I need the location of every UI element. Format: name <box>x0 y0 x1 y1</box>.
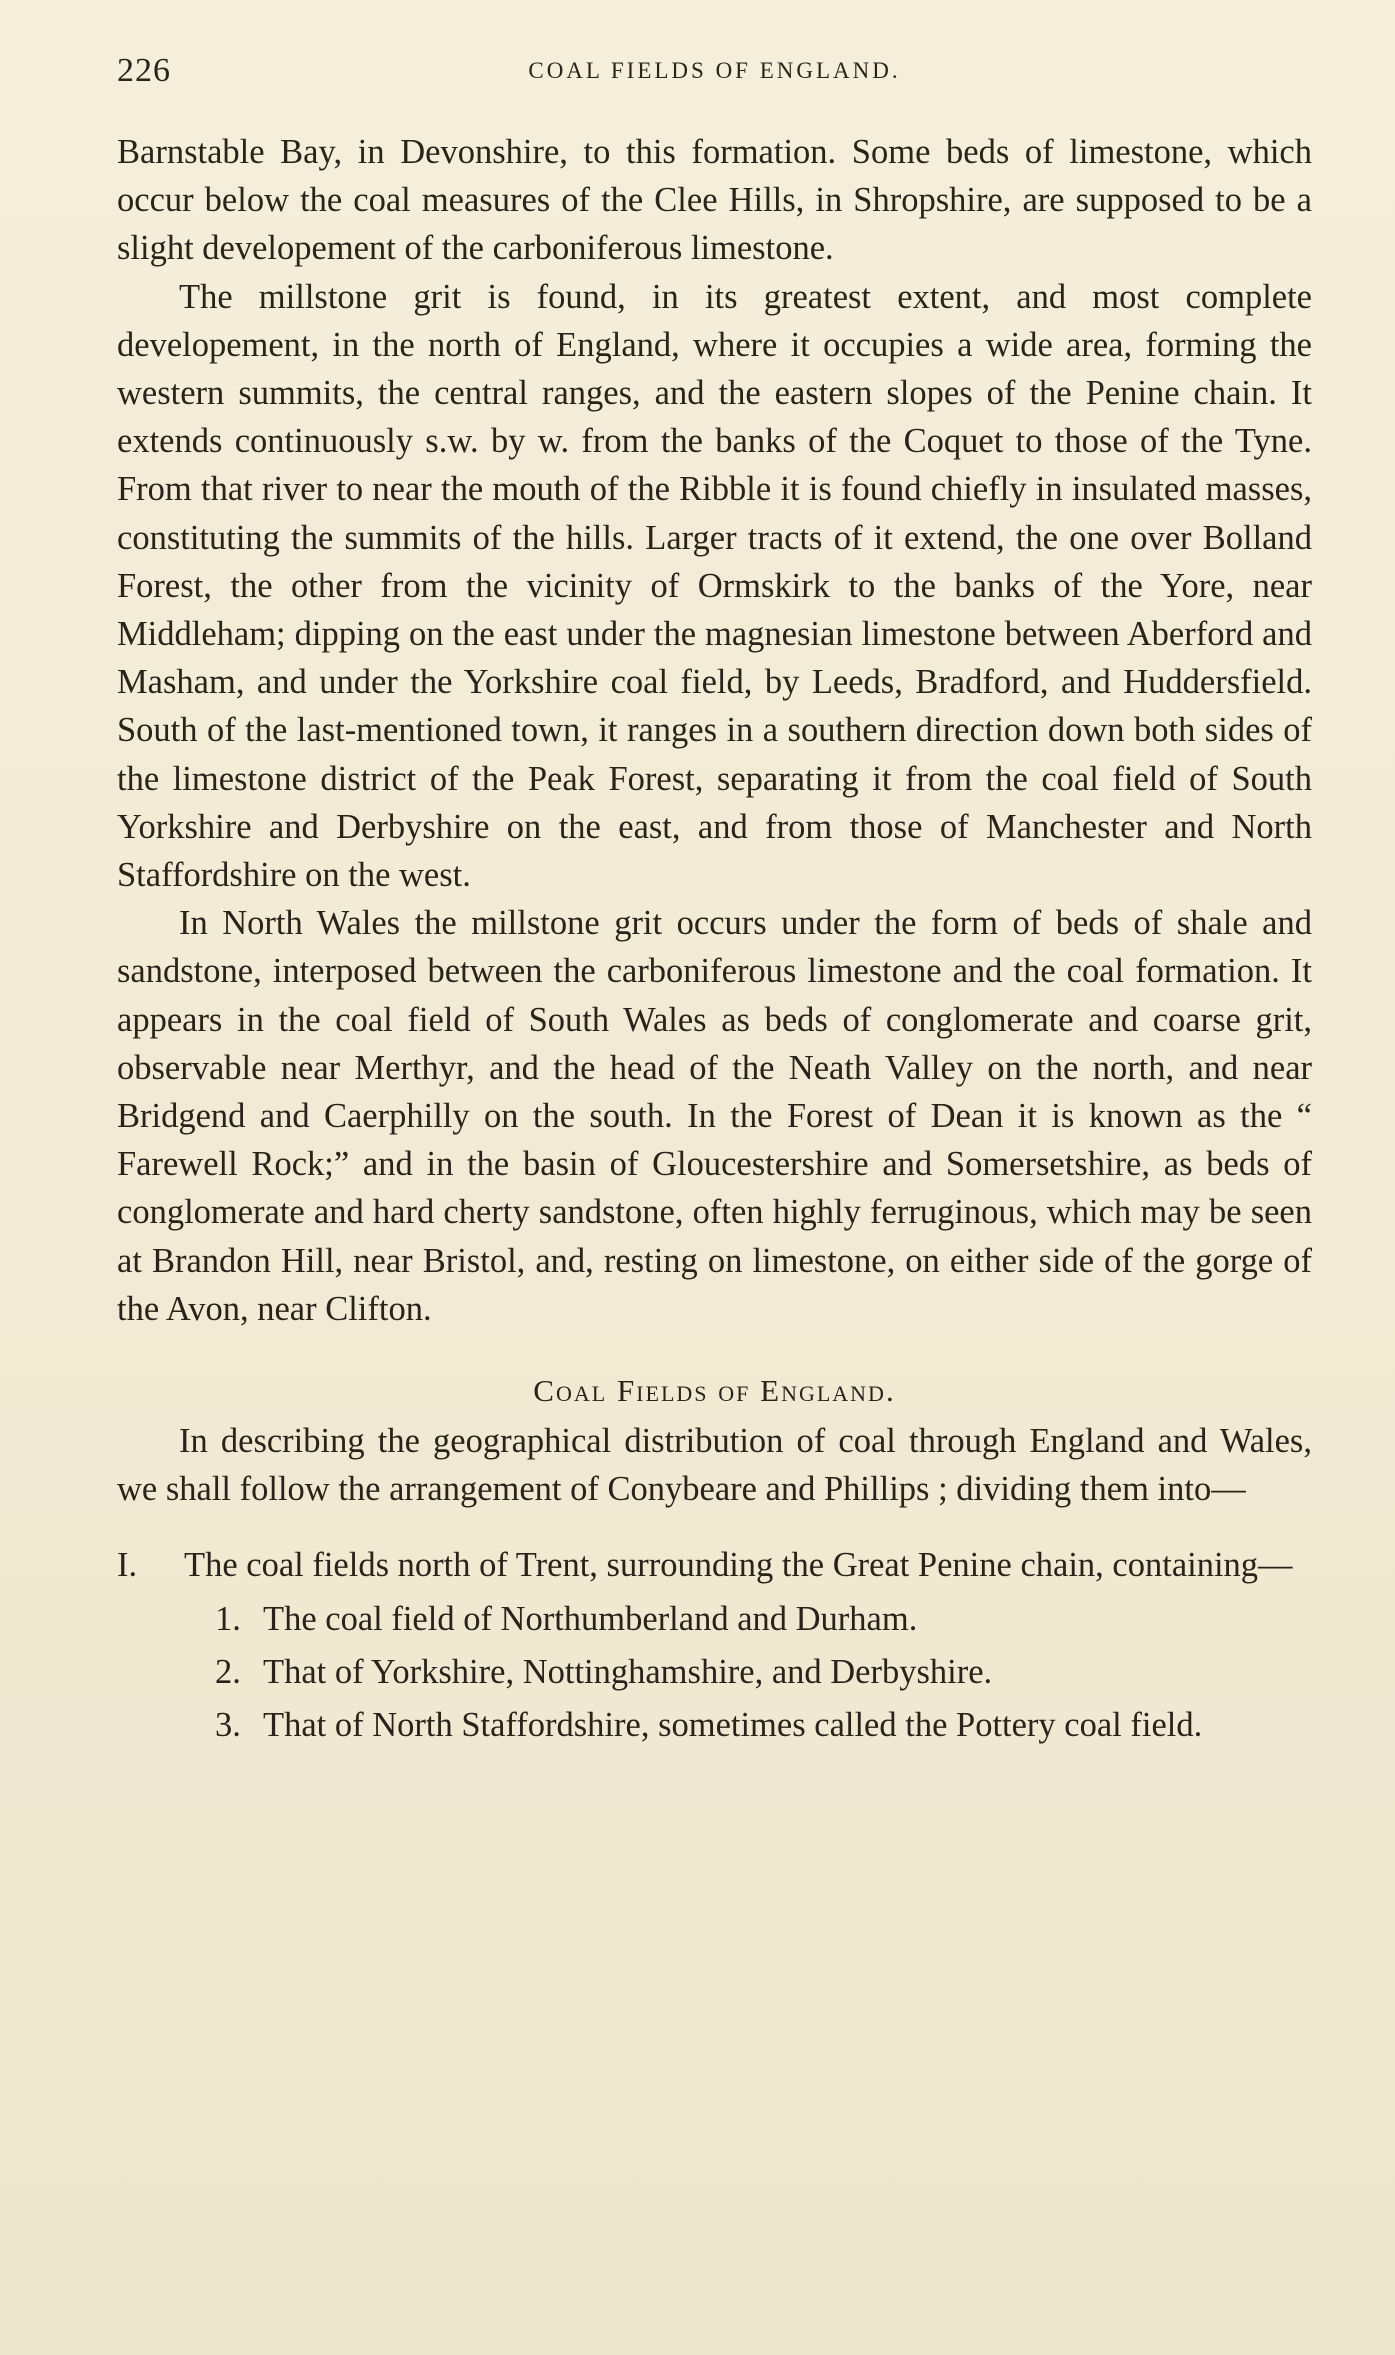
list-item-label: I. <box>117 1546 138 1585</box>
paragraph-continuation: Barnstable Bay, in Devonshire, to this formation. Some beds of limestone, which occur below the coal measures of the Clee Hills, in Shropshire, are supposed to be a slight developement of the carboniferous limestone. <box>117 133 1312 268</box>
sublist-item-label: 3. <box>215 1706 241 1745</box>
sublist-item <box>117 1595 1312 1643</box>
page-header <box>117 52 1312 92</box>
body-text <box>117 128 1312 1749</box>
paragraph-millstone-grit: The millstone grit is found, in its greatest extent, and most complete developement, in the north of England, where it occupies a wide area, forming the western summits, the central ranges, and the eastern slopes of the Penine chain. It extends continuously s.w. by w. from the banks of the Coquet to those of the Tyne. From that river to near the mouth of the Ribble it is found chiefly in insulated masses, constituting the summits of the hills. Larger tracts of it extend, the one over Bolland Forest, the other from the vicinity of Ormskirk to the banks of the Yore, near Middleham; dipping on the east under the magnesian limestone between Aberford and Masham, and under the Yorkshire coal field, by Leeds, Bradford, and Huddersfield. South of the last-mentioned town, it ranges in a southern direction down both sides of the limestone district of the Peak Forest, separating it from the coal field of South Yorkshire and Derbyshire on the east, and from those of Manchester and North Staffordshire on the west. <box>117 277 1312 895</box>
sublist <box>117 1595 1312 1750</box>
list-item-text: The coal fields north of Trent, surrounding the Great Penine chain, containing— <box>184 1546 1293 1585</box>
running-head: COAL FIELDS OF ENGLAND. <box>528 58 901 83</box>
sublist-item-text: That of North Staffordshire, sometimes called the Pottery coal field. <box>263 1706 1203 1745</box>
list-item <box>117 1541 1312 1589</box>
sublist-item <box>117 1648 1312 1696</box>
sublist-item <box>117 1701 1312 1749</box>
paragraph-north-wales: In North Wales the millstone grit occurs under the form of beds of shale and sandstone, interposed between the carboniferous limestone and the coal formation. It appears in the coal field of South Wales as beds of conglomerate and coarse grit, observable near Merthyr, and the head of the Neath Valley on the north, and near Bridgend and Caerphilly on the south. In the Forest of Dean it is known as the “ Farewell Rock;” and in the basin of Gloucestershire and Somersetshire, as beds of conglomerate and hard cherty sandstone, often highly ferruginous, which may be seen at Brandon Hill, near Bristol, and, resting on limestone, on either side of the gorge of the Avon, near Clifton. <box>117 904 1312 1328</box>
sublist-item-label: 1. <box>215 1599 241 1638</box>
coal-fields-list <box>117 1541 1312 1749</box>
page-number: 226 <box>117 52 171 89</box>
section-intro: In describing the geographical distribution of coal through England and Wales, we shall follow the arrangement of Conybeare and Phillips ; dividing them into— <box>117 1422 1312 1509</box>
sublist-item-label: 2. <box>215 1652 241 1691</box>
section-heading: Coal Fields of England. <box>533 1373 896 1409</box>
sublist-item-text: That of Yorkshire, Nottinghamshire, and Derbyshire. <box>263 1652 993 1691</box>
sublist-item-text: The coal field of Northumberland and Durham. <box>263 1599 918 1638</box>
